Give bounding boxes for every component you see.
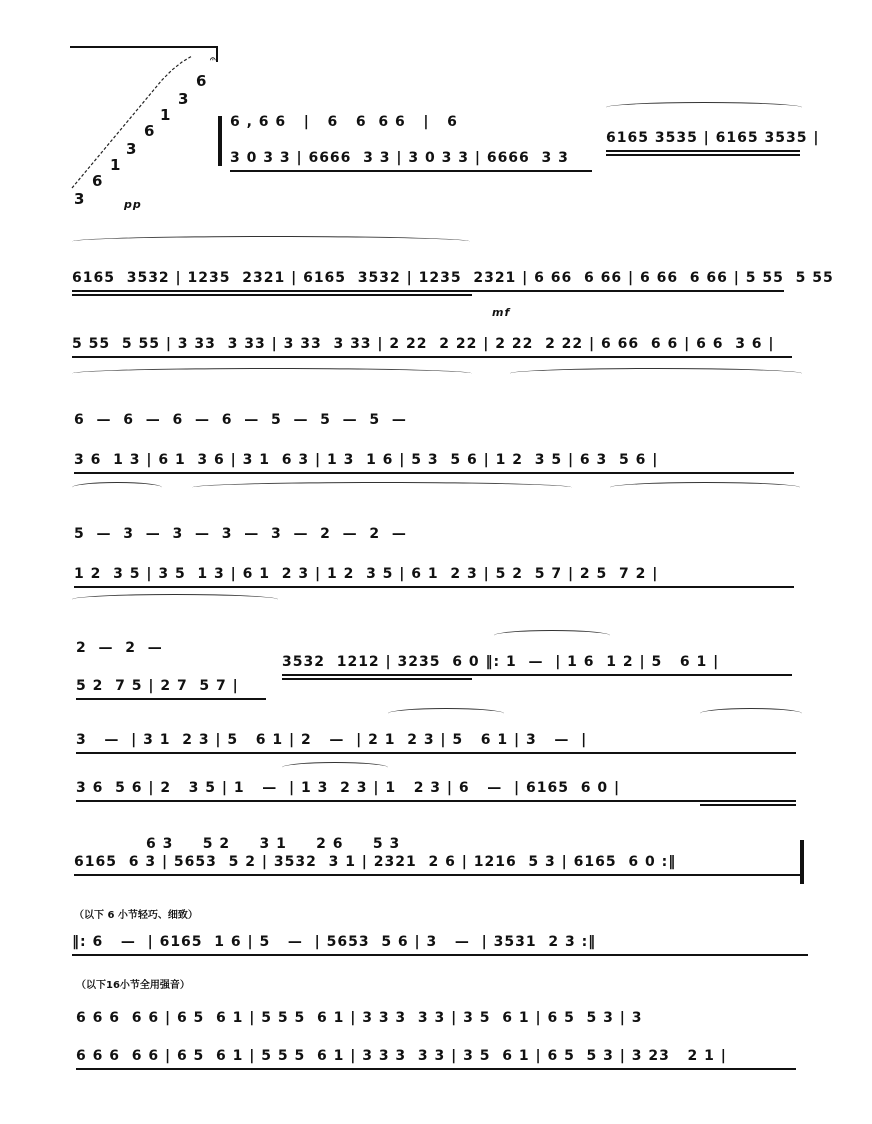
score-row-7 <box>0 708 872 758</box>
slur-icon <box>494 630 610 641</box>
tail-notes: 6165 3535 | 6165 3535 | <box>606 130 820 146</box>
underline <box>72 356 792 358</box>
lower-voice: 3 6 1 3 | 6 1 3 6 | 3 1 6 3 | 1 3 1 6 | 5 3 5 6 | 1 2 3 5 | 6 3 5 6 | <box>74 452 659 468</box>
upper-voice: 6 6 6 6 6 | 6 5 6 1 | 5 5 5 6 1 | 3 3 3 3 3 | 3 5 6 1 | 6 5 5 3 | 3 <box>76 1010 643 1026</box>
score-row-5 <box>0 482 872 592</box>
section-barline <box>218 116 222 166</box>
slur-icon <box>72 368 472 379</box>
fermata-icon: 𝄐 <box>210 54 216 65</box>
upper-voice: 2 — 2 — <box>76 640 163 656</box>
slur-icon <box>72 236 470 247</box>
underline <box>76 752 796 754</box>
underline <box>606 150 800 152</box>
underline <box>282 674 792 676</box>
slur-icon <box>700 708 802 719</box>
upper-voice: 5 — 3 — 3 — 3 — 3 — 2 — 2 — <box>74 526 407 542</box>
lower-voice: 3 0 3 3 | 6666 3 3 | 3 0 3 3 | 6666 3 3 <box>230 150 569 166</box>
slur-icon <box>610 482 800 493</box>
lower-voice: 5 2 7 5 | 2 7 5 7 | <box>76 678 239 694</box>
notes: 6165 3532 | 1235 2321 | 6165 3532 | 1235 2321 | 6 66 6 66 | 6 66 6 66 | 5 55 5 55 <box>72 270 834 286</box>
score-row-9 <box>0 814 872 894</box>
slur-icon <box>72 594 278 605</box>
underline <box>76 800 796 802</box>
score-row-2 <box>0 236 872 326</box>
underline <box>606 154 800 156</box>
slur-icon <box>192 482 572 493</box>
dynamic-pp: pp <box>124 198 142 211</box>
underline <box>72 290 784 292</box>
intro-run-note: 3 <box>178 90 190 108</box>
slur-icon <box>388 708 504 719</box>
underline <box>74 874 800 876</box>
score-row-8 <box>0 762 872 812</box>
intro-run-note: 6 <box>92 172 104 190</box>
score-row-11 <box>0 970 872 1080</box>
underline <box>76 698 266 700</box>
lower-voice: 1 2 3 5 | 3 5 1 3 | 6 1 2 3 | 1 2 3 5 | 6 1 2 3 | 5 2 5 7 | 2 5 7 2 | <box>74 566 659 582</box>
underline <box>72 294 472 296</box>
intro-run-note: 6 <box>196 72 208 90</box>
lower-voice: 6165 6 3 | 5653 5 2 | 3532 3 1 | 2321 2 6 | 1216 5 3 | 6165 6 0 :‖ <box>74 854 677 870</box>
slur-icon <box>510 368 802 379</box>
tail-notes: 3532 1212 | 3235 6 0 ‖: 1 — | 1 6 1 2 | 5 6 1 | <box>282 654 720 670</box>
score-row-4 <box>0 368 872 478</box>
slur-icon <box>606 102 802 113</box>
intro-run-note: 3 <box>126 140 138 158</box>
performance-annotation: （以下16小节全用强音） <box>76 980 190 991</box>
performance-annotation: （以下 6 小节轻巧、细致） <box>74 910 198 921</box>
intro-run-note: 1 <box>160 106 172 124</box>
intro-run-note: 6 <box>144 122 156 140</box>
lower-voice: 6 6 6 6 6 | 6 5 6 1 | 5 5 5 6 1 | 3 3 3 3 3 | 3 5 6 1 | 6 5 5 3 | 3 23 2 1 | <box>76 1048 727 1064</box>
notes: 5 55 5 55 | 3 33 3 33 | 3 33 3 33 | 2 22 2 22 | 2 22 2 22 | 6 66 6 6 | 6 6 3 6 | <box>72 336 775 352</box>
upper-voice: 6 , 6 6 | 6 6 6 6 | 6 <box>230 114 458 130</box>
notes: ‖: 6 — | 6165 1 6 | 5 — | 5653 5 6 | 3 — | 3531 2 3 :‖ <box>72 934 597 950</box>
end-repeat-barline <box>800 840 804 884</box>
accent-upper-voice: 6 3 5 2 3 1 2 6 5 3 <box>146 836 401 852</box>
intro-run-note: 1 <box>110 156 122 174</box>
score-row-10 <box>0 900 872 970</box>
underline <box>74 472 794 474</box>
underline <box>74 586 794 588</box>
notes: 3 6 5 6 | 2 3 5 | 1 — | 1 3 2 3 | 1 2 3 | 6 — | 6165 6 0 | <box>76 780 621 796</box>
slur-icon <box>72 482 162 493</box>
score-row-1 <box>0 40 872 210</box>
intro-run-note: 3 <box>74 190 86 208</box>
score-row-6 <box>0 594 872 704</box>
underline <box>76 1068 796 1070</box>
underline <box>230 170 592 172</box>
upper-voice: 6 — 6 — 6 — 6 — 5 — 5 — 5 — <box>74 412 407 428</box>
underline <box>700 804 796 806</box>
dynamic-mf: mf <box>492 306 511 319</box>
notes: 3 — | 3 1 2 3 | 5 6 1 | 2 — | 2 1 2 3 | 5 6 1 | 3 — | <box>76 732 588 748</box>
underline <box>72 954 808 956</box>
score-row-3 <box>0 328 872 368</box>
underline <box>282 678 472 680</box>
slur-icon <box>282 762 388 773</box>
